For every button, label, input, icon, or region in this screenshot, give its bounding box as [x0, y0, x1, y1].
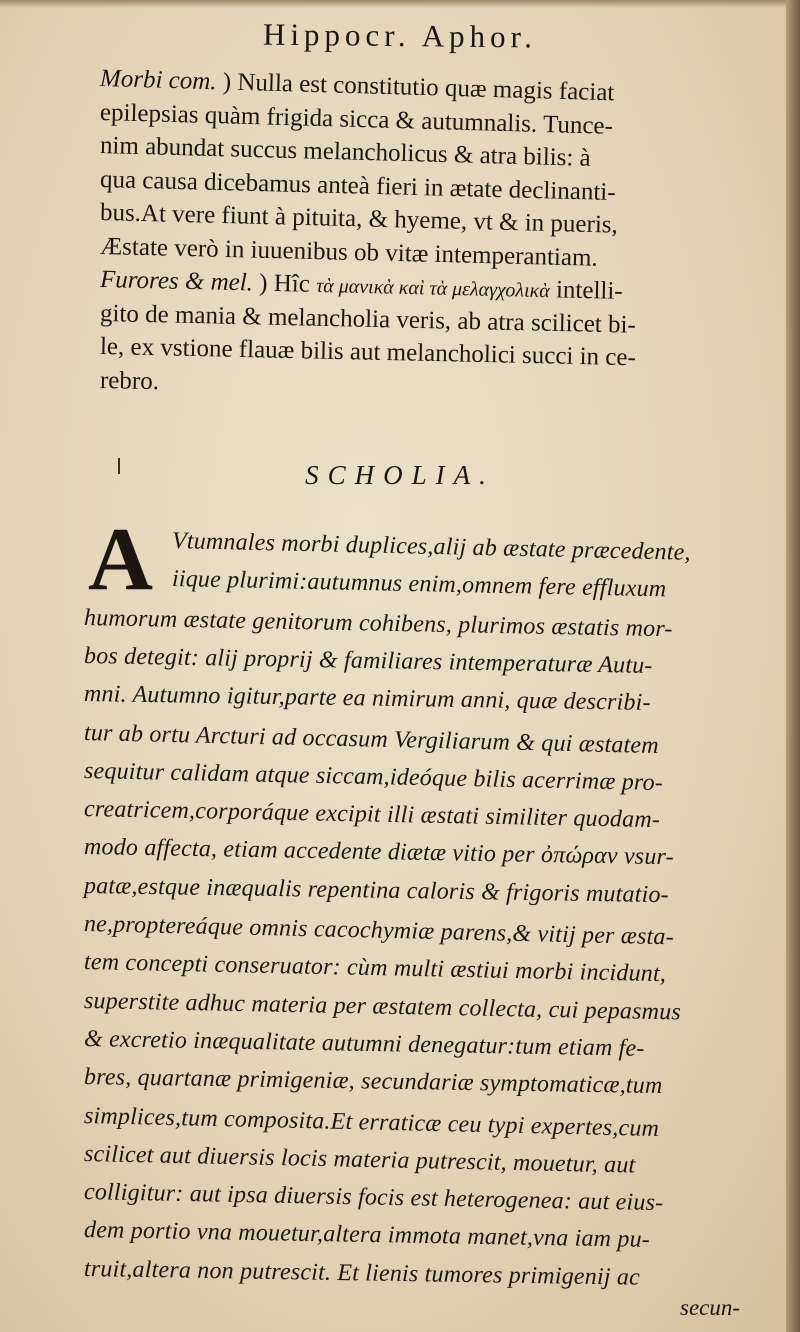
scholia-line: modo affecta, etiam accedente diætæ vitio per ὀπώραν vsur-: [83, 834, 675, 871]
scholia-heading: SCHOLIA.: [305, 460, 495, 490]
scholia-line: scilicet aut diuersis locis materia putrescit, mouetur, aut: [83, 1140, 636, 1179]
scholia-line: sequitur calidam atque siccam,ideóque bilis acerrimæ pro-: [83, 757, 664, 796]
catchword: secun-: [680, 1295, 741, 1320]
scholia-line: & excretio inæqualitate autumni denegatur:tum etiam fe-: [83, 1025, 645, 1062]
scholia-line: colligitur: aut ipsa diuersis focis est heterogenea: aut eius-: [83, 1179, 664, 1217]
scholia-line: tur ab ortu Arcturi ad occasum Vergiliarum & qui æstatem: [83, 719, 660, 759]
scholia-line: mni. Autumno igitur,parte ea nimirum anni, quæ describi-: [83, 681, 651, 717]
text-run: ) Nulla est constitutio quæ magis faciat: [222, 68, 615, 107]
scholia-line: tem concepti conseruator: cùm multi æstiui morbi incidunt,: [83, 949, 667, 988]
greek-phrase: τὰ μανικὰ καὶ τὰ μελαγχολικὰ: [315, 274, 550, 303]
scholia-line: simplices,tum composita.Et erraticæ ceu typi expertes,cum: [83, 1102, 660, 1142]
scholia-line: truit,altera non putrescit. Et lienis tumores primigenij ac: [83, 1255, 641, 1291]
running-head: Hippocr. Aphor.: [262, 16, 538, 55]
scholia-line: iique plurimi:autumnus enim,omnem fere effluxum: [171, 566, 667, 603]
text-run: gito de mania & melancholia veris, ab atra scilicet bi-: [99, 299, 637, 339]
text-run: qua causa dicebamus anteà fieri in ætate declinanti-: [99, 165, 616, 206]
page-shadow-top: [0, 0, 800, 8]
text-run: rebro.: [99, 366, 160, 395]
text-run: epilepsias quàm frigida sicca & autumnalis. Tunce-: [99, 98, 614, 140]
scholia-line: dem portio vna mouetur,altera immota manet,vna iam pu-: [83, 1217, 651, 1254]
page-gutter: [786, 0, 800, 1332]
scholia-line: patæ,estque inæqualis repentina caloris & frigoris mutatio-: [83, 872, 670, 908]
lemma: Morbi com.: [99, 65, 224, 96]
text-run: bus.At vere fiunt à pituita, & hyeme, vt & in pueris,: [99, 199, 619, 239]
scholia-line: bos detegit: alij proprij & familiares intemperaturæ Autu-: [83, 642, 653, 679]
scholia-line: superstite adhuc materia per æstatem collecta, cui pepasmus: [83, 987, 682, 1026]
text-run: intelli-: [549, 276, 623, 305]
text-run: le, ex vstione flauæ bilis aut melancholici succi in ce-: [99, 333, 637, 372]
text-run: nim abundat succus melancholicus & atra bilis: à: [99, 132, 592, 172]
scholia-line: bres, quartanæ primigeniæ, secundariæ symptomaticæ,tum: [83, 1064, 663, 1100]
drop-cap: A: [88, 510, 153, 609]
lemma: Furores & mel.: [99, 266, 260, 297]
scholia-line: ne,proptereáque omnis cacochymiæ parens,& vitij per æsta-: [83, 911, 675, 951]
scholia-line: Vtumnales morbi duplices,alij ab æstate præcedente,: [171, 528, 691, 566]
text-run: ) Hîc: [258, 269, 317, 298]
text-run: Æstate verò in iuuenibus ob vitæ intemperantiam.: [99, 232, 599, 272]
scholia-line: creatricem,corporáque excipit illi æstati similiter quodam-: [83, 796, 661, 834]
scholia-line: humorum æstate genitorum cohibens, plurimos æstatis mor-: [83, 604, 673, 642]
